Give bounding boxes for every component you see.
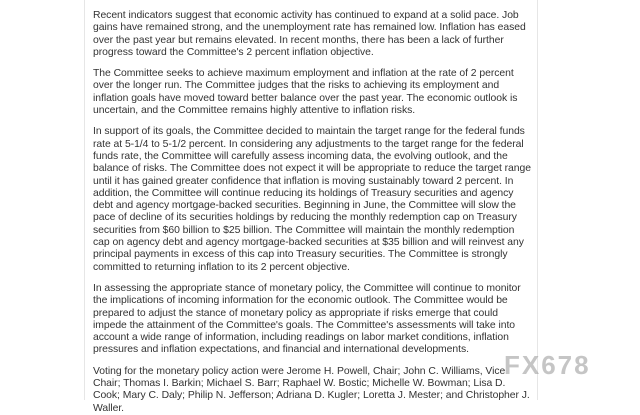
statement-body (84, 0, 538, 414)
paragraph-voting-members: Voting for the monetary policy action were Jerome H. Powell, Chair; John C. Williams, Vice Chair; Thomas I. Barkin; Michael S. Barr; Raphael W. Bostic; Michelle W. Bowman; Lisa D. Cook; Mary C. Daly; Philip N. Jefferson; Adriana D. Kugler; Loretta J. Mester; and Christopher J. Waller. (93, 365, 530, 414)
paragraph-policy-stance: In assessing the appropriate stance of monetary policy, the Committee will continue to monitor the implications of incoming information for the economic outlook. The Committee would be prepared to adjust the stance of monetary policy as appropriate if risks emerge that could impede the attainment of the Committee's goals. The Committee's assessments will take into account a wide range of information, including readings on labor market conditions, inflation pressures and inflation expectations, and financial and international developments. (93, 282, 521, 356)
paragraph-committee-goals: The Committee seeks to achieve maximum employment and inflation at the rate of 2 percent over the longer run. The Committee judges that the risks to achieving its employment and inflation goals have moved toward better balance over the past year. The economic outlook is uncertain, and the Committee remains highly attentive to inflation risks. (93, 68, 518, 117)
paragraph-economic-activity: Recent indicators suggest that economic activity has continued to expand at a solid pace. Job gains have remained strong, and the unemployment rate has remained low. Inflation has eased over the past year but remains elevated. In recent months, there has been a lack of further progress toward the Committee's 2 percent inflation objective. (93, 10, 526, 58)
watermark-logo: FX678 (504, 350, 591, 380)
paragraph-policy-decision: In support of its goals, the Committee decided to maintain the target range for the federal funds rate at 5-1/4 to 5-1/2 percent. In considering any adjustments to the target range for the federal funds rate, the Committee will carefully assess incoming data, the evolving outlook, and the balance of risks. The Committee does not expect it will be appropriate to reduce the target range until it has gained greater confidence that inflation is moving sustainably toward 2 percent. In addition, the Committee will continue reducing its holdings of Treasury securities and agency debt and agency mortgage-backed securities. Beginning in June, the Committee will slow the pace of decline of its securities holdings by reducing the monthly redemption cap on Treasury securities from $60 billion to $25 billion. The Committee will maintain the monthly redemption cap on agency debt and agency mortgage-backed securities at $35 billion and will reinvest any principal payments in excess of this cap into Treasury securities. The Committee is strongly committed to returning inflation to its 2 percent objective. (93, 126, 531, 273)
